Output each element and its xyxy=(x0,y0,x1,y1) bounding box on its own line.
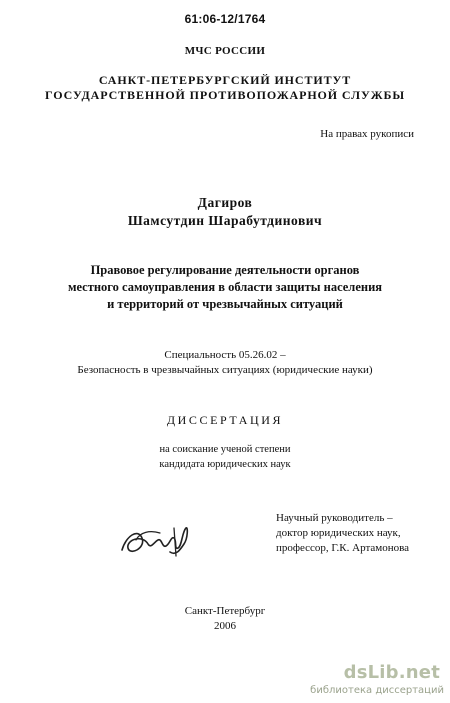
manuscript-rights-note: На правах рукописи xyxy=(320,128,414,140)
watermark xyxy=(278,662,448,700)
thesis-title-line3: и территорий от чрезвычайных ситуаций xyxy=(107,297,343,311)
author-given-names: Шамсутдин Шарабутдинович xyxy=(127,213,323,228)
institute-name-line2: ГОСУДАРСТВЕННОЙ ПРОТИВОПОЖАРНОЙ СЛУЖБЫ xyxy=(44,88,406,102)
dissertation-heading: ДИССЕРТАЦИЯ xyxy=(166,413,284,427)
thesis-title-line2: местного самоуправления в области защиты населения xyxy=(67,280,383,294)
degree-line1: на соискание ученой степени xyxy=(159,444,291,455)
ministry-name: МЧС РОССИИ xyxy=(184,45,266,57)
institute-name-line1: САНКТ-ПЕТЕРБУРГСКИЙ ИНСТИТУТ xyxy=(98,73,352,87)
year: 2006 xyxy=(214,620,236,632)
supervisor-degree: доктор юридических наук, xyxy=(276,527,401,539)
watermark-logo: dsLib.net xyxy=(343,662,440,683)
author-signature xyxy=(116,516,196,566)
city: Санкт-Петербург xyxy=(184,605,266,617)
specialty-name: Безопасность в чрезвычайных ситуациях (юридические науки) xyxy=(77,364,373,376)
supervisor-role: Научный руководитель – xyxy=(276,512,393,524)
specialty-code: Специальность 05.26.02 – xyxy=(164,349,286,361)
document-code: 61:06-12/1764 xyxy=(184,12,266,26)
watermark-subtitle: библиотека диссертаций xyxy=(310,685,444,696)
supervisor-name: профессор, Г.К. Артамонова xyxy=(276,542,410,554)
degree-line2: кандидата юридических наук xyxy=(159,459,291,470)
author-surname: Дагиров xyxy=(197,195,253,210)
thesis-title-line1: Правовое регулирование деятельности органов xyxy=(90,263,360,277)
